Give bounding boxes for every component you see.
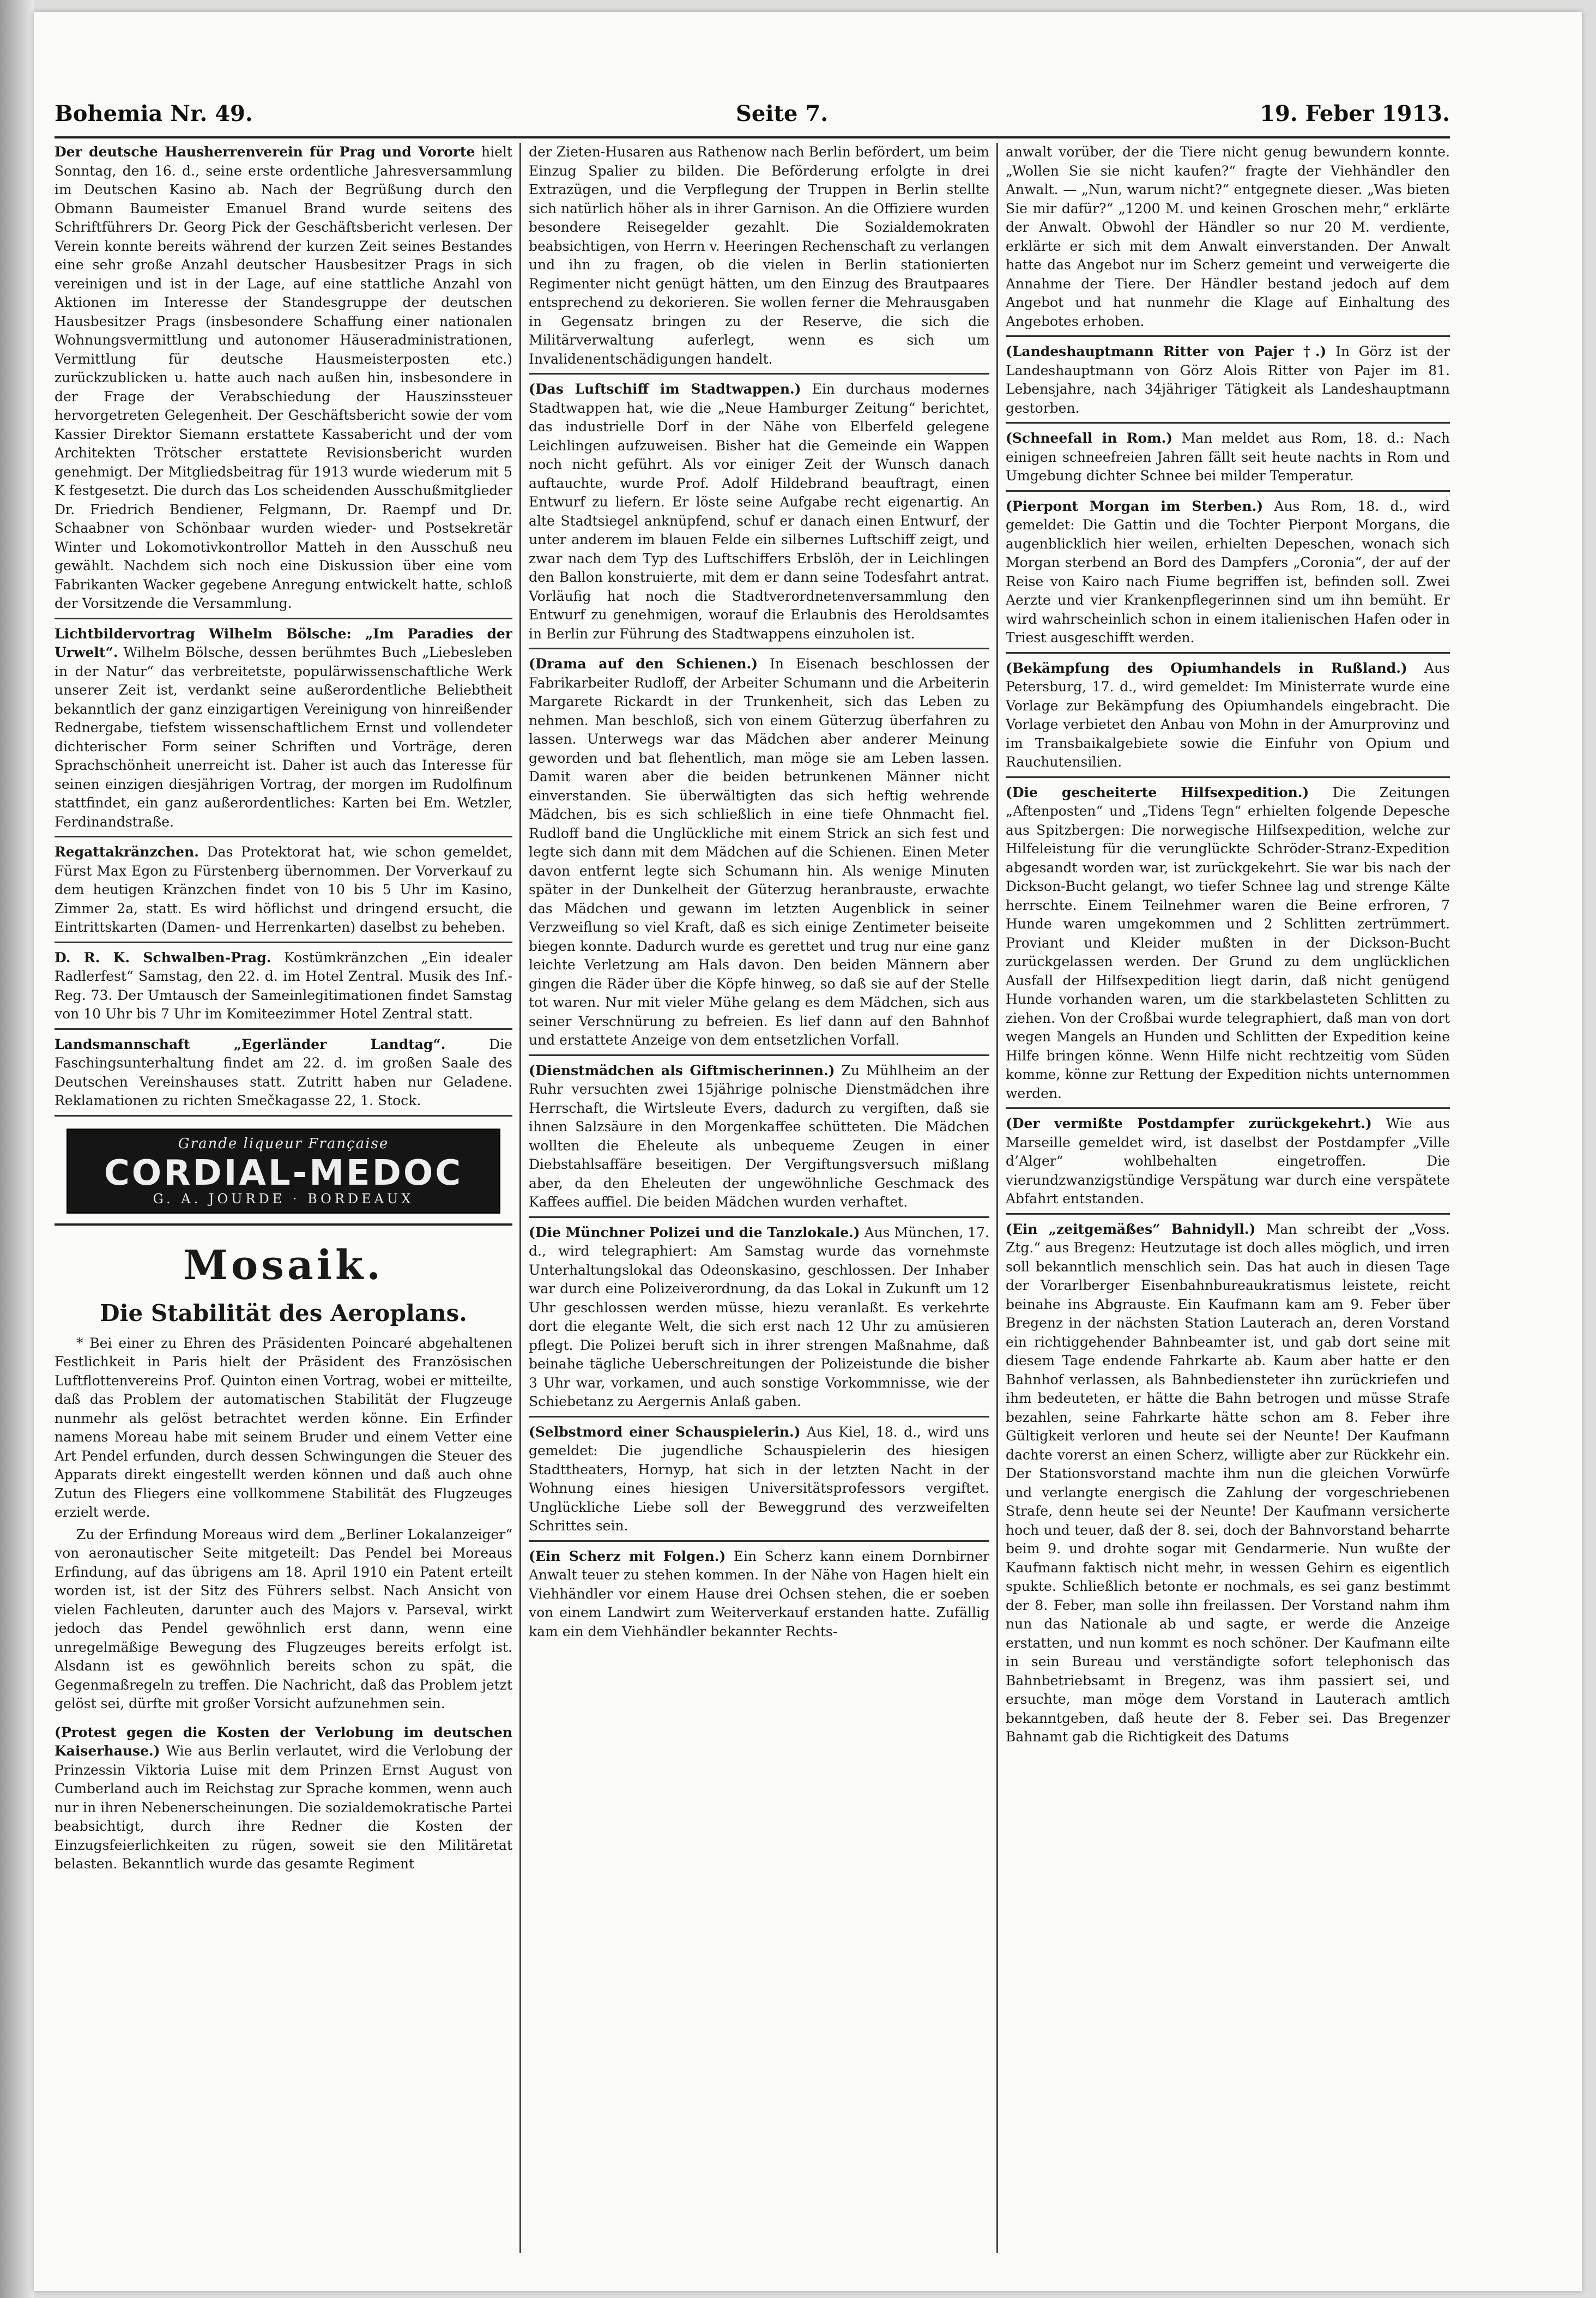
article-headline: (Ein Scherz mit Folgen.) [529, 1548, 726, 1564]
article-separator [529, 1416, 989, 1418]
article-separator [55, 1028, 512, 1030]
ad-tagline: Grande liqueur Française [178, 1135, 389, 1152]
column-1 [55, 143, 512, 2258]
article [55, 949, 512, 1024]
article-body: Ein durchaus modernes Stadtwappen hat, wie die „Neue Hamburger Zeitung“ berichtet, das industrielle Dorf in der Nähe von Elberfeld gelegene Leichlingen aufzuweisen. Bisher hat die Gemeinde ein Wappen noch nicht geführt. Als vor einiger Zeit der Wunsch danach auftauchte, wurde Prof. Adolf Hildebrand beauftragt, einen Entwurf zu liefern. Er löste seine Aufgabe recht eigenartig. An alte Stadtsiegel anknüpfend, schuf er danach einen Entwurf, der unter anderem im blauen Felde ein silbernes Luftschiff zeigt, und zwar nach dem Typ des Luftschiffers Erbslöh, der in Leichlingen den Ballon konstruierte, mit dem er dann seine Todesfahrt antrat. Vorläufig hat noch die Stadtverordnetenversammlung den Entwurf zu genehmigen, worauf die Erlaubnis des Heroldsamtes in Berlin zur Führung des Stadtwappens einzuholen ist. [529, 381, 989, 642]
article-headline: Lichtbildervortrag Wilhelm Bölsche: „Im Paradies der Urwelt“. [55, 625, 512, 660]
article [1006, 497, 1450, 648]
article-headline: Landsmannschaft „Egerländer Landtag“. [55, 1036, 446, 1052]
article-body: anwalt vorüber, der die Tiere nicht genug bewundern konnte. „Wollen Sie sie nicht kaufen?“ fragte der Viehhändler den Anwalt. — „Nun, warum nicht?“ entgegnete dieser. „Was bieten Sie mir dafür?“ „1200 M. und keinen Groschen mehr,“ erklärte der Anwalt. Obwohl der Händler so nur 20 M. verdiente, erklärte er sich mit dem Anwalt einverstanden. Der Anwalt hatte das Angebot nur im Scherz gemeint und verweigerte die Annahme der Tiere. Der Händler bestand jedoch auf dem Angebot und hat nunmehr die Klage auf Einhaltung des Angebotes erhoben. [1006, 144, 1450, 329]
article [529, 1223, 989, 1412]
article-body: Aus München, 17. d., wird telegraphiert: Am Samstag wurde das vornehmste Unterhaltungslokal das Odeonskasino, geschlossen. Der Inhaber war durch eine Polizeiverordnung, da das Lokal in Zukunft um 12 Uhr geschlossen werden müsse, hiezu veranlaßt. Es verkehrte dort die elegante Welt, die sich erst nach 12 Uhr zu amüsieren pflegt. Die Polizei beruft sich in ihrer strengen Maßnahme, daß beinahe tägliche Ueberschreitungen der Polizeistunde die bisher 3 Uhr war, vorkamen, und auch sonstige Vorkommnisse, wie der Schiebetanz zu Aergernis Anlaß gaben. [529, 1224, 989, 1409]
article-separator [1006, 490, 1450, 492]
article [529, 1547, 989, 1642]
article-headline: (Der vermißte Postdampfer zurückgekehrt.) [1006, 1115, 1372, 1131]
article-body: der Zieten-Husaren aus Rathenow nach Berlin befördert, um beim Einzug Spalier zu bilden. Die Beförderung erfolgte in drei Extrazügen, und die Verpflegung der Truppen in Berlin stellte sich natürlich höher als in ihrer Garnison. An die Offiziere wurden besondere Reisegelder gezahlt. Die Sozialdemokraten beabsichtigen, von Herrn v. Heeringen Rechenschaft zu verlangen und ihn zu fragen, ob die vielen in Berlin stationierten Regimenter nicht genügt hätten, um den Einzug des Brautpaares entsprechend zu dekorieren. Sie wollen ferner die Mehrausgaben in Gegensatz bringen zu der Reserve, die sich die Militärverwaltung auferlegt, wenn es sich um Invalidenentschädigungen handelt. [529, 144, 989, 367]
header-rule [55, 136, 1450, 138]
article-body: Wie aus Berlin verlautet, wird die Verlobung der Prinzessin Viktoria Luise mit dem Prinzen Ernst August von Cumberland auch im Reichstag zur Sprache kommen, wenn auch nur in ihren Nebenerscheinungen. Die sozialdemokratische Partei beabsichtigt, durch ihre Redner die Kosten der Einzugsfeierlichkeiten zu rügen, soweit sie den Militäretat belasten. Bekanntlich wurde das gesamte Regiment [55, 1743, 512, 1872]
article-body: In Görz ist der Landeshauptmann von Görz Alois Ritter von Pajer im 81. Lebensjahre, nach 34jähriger Tätigkeit als Landeshauptmann gestorben. [1006, 343, 1450, 416]
article [55, 143, 512, 613]
section-rule [55, 1223, 512, 1226]
article-body: Wie aus Marseille gemeldet wird, ist daselbst der Postdampfer „Ville d’Alger“ wohlbehalten eingetroffen. Die vierundzwanzigstündige Verspätung war durch eine verspätete Abfahrt entstanden. [1006, 1115, 1450, 1207]
article [1006, 659, 1450, 772]
cordial-medoc-advertisement [66, 1129, 500, 1214]
article-headline: D. R. K. Schwalben-Prag. [55, 949, 271, 966]
article-separator [1006, 335, 1450, 337]
article-headline: (Die gescheiterte Hilfsexpedition.) [1006, 784, 1309, 800]
column-1-articles [55, 143, 512, 1111]
ad-brand: CORDIAL-MEDOC [104, 1153, 463, 1193]
article-body: Man schreibt der „Voss. Ztg.“ aus Bregenz: Heutzutage ist doch alles möglich, und irren soll bekanntlich menschlich sein. Das hat auch in diesen Tage der Vorarlberger Eisenbahnbureaukratismus leistete, reicht beinahe ins Abgrauste. Ein Kaufmann kam am 9. Feber über Bregenz in der nächsten Station Lauterach an, deren Vorstand ein richtiggehender Bahnbeamter ist, und gab dort seine mit diesem Tage endende Fahrkarte ab. Kaum aber hatte er den Bahnhof verlassen, als Bahnbediensteter ihn zurückriefen und ihm bedeuteten, er hätte die Bahn betrogen und müsse Strafe bezahlen, seine Fahrkarte hätte schon am 8. Feber ihre Gültigkeit verloren und heute sei der Neunte! Der Kaufmann dachte vorerst an einen Scherz, willigte aber zur Rückkehr ein. Der Stationsvorstand machte ihm nun die gleichen Vorwürfe und verlangte energisch die Zahlung der vorgeschriebenen Strafe, denn heute sei der Neunte! Der Kaufmann versicherte hoch und teuer, daß der 8. sei, doch der Bahnvorstand beharrte beim 9. und drohte sogar mit Gendarmerie. Nun wußte der Kaufmann faktisch nicht mehr, in wessen Gehirn es eigentlich spukte. Schließlich betonte er nochmals, es sei ganz bestimmt der 8. Feber, man solle ihn freilassen. Der Vorstand nahm ihm nun das Nationale ab und sagte, er werde die Anzeige erstatten, und nun kommt es noch schöner. Der Kaufmann eilte in sein Bureau und verständigte sofort telephonisch das Bahnbetriebsamt in Bregenz, was ihm passiert sei, und ersuchte, man möge dem Vorstand in Lauterach amtlich bekanntgeben, daß heute der 8. Feber sei. Das Bregenzer Bahnamt gab die Richtigkeit des Datums [1006, 1221, 1450, 1745]
article-headline: Regattakränzchen. [55, 844, 199, 860]
ad-maker: G. A. JOURDE · BORDEAUX [153, 1191, 414, 1207]
article [529, 380, 989, 643]
article-body: Die Zeitungen „Aftenposten“ und „Tidens Tegn“ erhielten folgende Depesche aus Spitzbergen: Die norwegische Hilfsexpedition, welche zur Hilfeleistung für die verunglückte Schröder-Stranz-Expedition abgesandt worden war, ist zurückgekehrt. Sie war bis nach der Dickson-Bucht gelangt, wo tiefer Schnee lag und strenge Kälte herrschte. Einem Teilnehmer waren die Beine erfroren, 7 Hunde waren umgekommen und 2 Schlitten zertrümmert. Proviant und Kleider mußten in der Dickson-Bucht zurückgelassen werden. Der Grund zu dem unglücklichen Ausfall der Hilfsexpedition liegt darin, daß nicht genügend Hunde vorhanden waren, um die starkbelasteten Schlitten zu ziehen. Von der Croßbai wurde telegraphiert, daß man von dort wegen Mangels an Hunden und Schlitten der Expedition keine Hilfe bringen könne. Wenn Hilfe nicht rechtzeitig vom Süden komme, könne zur Rettung der Expedition nichts unternommen werden. [1006, 784, 1450, 1101]
article-paragraph: Zu der Erfindung Moreaus wird dem „Berliner Lokalanzeiger“ von aeronautischer Seite mitgeteilt: Das Pendel bei Moreaus Erfindung, auf das übrigens am 18. April 1910 ein Patent erteilt worden ist, ist der Sitz des Führers selbst. Nach Ansicht von vielen Fachleuten, darunter auch des Majors v. Parseval, wirkt jedoch das Pendel gewöhnlich erst dann, wenn eine unregelmäßige Bewegung des Flugzeuges bereits erfolgt ist. Alsdann ist es gewöhnlich bereits schon zu spät, die Gegenmaßregeln zu treffen. Die Nachricht, daß das Problem jetzt gelöst sei, dürfte mit großer Vorsicht aufzunehmen sein. [55, 1526, 512, 1711]
article-body: Aus Rom, 18. d., wird gemeldet: Die Gattin und die Tochter Pierpont Morgans, die augenblicklich hier weilen, erhielten Depeschen, wonach sich Morgan sterbend an Bord des Dampfers „Coronia“, der auf der Reise von Kairo nach Fiume begriffen ist, befinden soll. Zwei Aerzte und vier Krankenpflegerinnen sind um ihn bemüht. Er wird wahrscheinlich schon in einem italienischen Hafen oder in Triest ausgeschifft werden. [1006, 498, 1450, 646]
column-rule-1 [519, 143, 521, 2253]
article [1006, 783, 1450, 1103]
article-separator [1006, 422, 1450, 424]
page-edge-shadow [0, 0, 34, 2298]
section-title-mosaik: Mosaik. [183, 1241, 384, 1289]
article [1006, 1220, 1450, 1747]
article-body: Man meldet aus Rom, 18. d.: Nach einigen schneefreien Jahren fällt seit heute nachts in Rom und Umgebung dichter Schnee bei milder Temperatur. [1006, 430, 1450, 484]
article [529, 655, 989, 1050]
article-headline: (Protest gegen die Kosten der Verlobung im deutschen Kaiserhause.) [55, 1724, 512, 1759]
article-body: Das Protektorat hat, wie schon gemeldet, Fürst Max Egon zu Fürstenberg übernommen. Der Vorverkauf zu dem heutigen Kränzchen findet von 10 bis 5 Uhr im Kasino, Zimmer 2a, statt. Es wird höflichst und dringend ersucht, die Eintrittskarten (Damen- und Herrenkarten) daselbst zu beheben. [55, 844, 512, 935]
article-headline: (Die Münchner Polizei und die Tanzlokale.) [529, 1224, 860, 1240]
article-body: Aus Kiel, 18. d., wird uns gemeldet: Die jugendliche Schauspielerin des hiesigen Stadttheaters, Hornyp, hat sich in der letzten Nacht in der Wohnung eines hiesigen Universitätsprofessors vergiftet. Unglückliche Liebe soll der Beweggrund des verzweifelten Schrittes sein. [529, 1424, 989, 1534]
article-separator [529, 648, 989, 649]
ad-separator [55, 1115, 512, 1117]
article-title: Die Stabilität des Aeroplans. [100, 1299, 467, 1326]
article-body: Zu Mühlheim an der Ruhr versuchten zwei 15jährige polnische Dienstmädchen ihre Herrschaft, die Wirtsleute Evers, dadurch zu vergiften, daß sie ihnen Salzsäure in den Morgenkaffee schütteten. Die Mädchen wollten die Eheleute als unbequeme Zeugen in einer Diebstahlsaffäre beseitigen. Der Vergiftungsversuch mißlang aber, da den Eheleuten der ungewöhnliche Geschmack des Kaffees auffiel. Die beiden Mädchen wurden verhaftet. [529, 1062, 989, 1210]
article-separator [529, 1054, 989, 1056]
article [1006, 143, 1450, 331]
article-separator [529, 1540, 989, 1542]
article-body: Die Faschingsunterhaltung findet am 22. d. im großen Saale des Deutschen Vereinshauses statt. Zutritt haben nur Geladene. Reklamationen zu richten Smečkagasse 22, 1. Stock. [55, 1036, 512, 1108]
article-separator [1006, 652, 1450, 654]
article-headline: (Das Luftschiff im Stadtwappen.) [529, 381, 801, 397]
article-headline: (Schneefall in Rom.) [1006, 430, 1173, 446]
article-body: Aus Petersburg, 17. d., wird gemeldet: Im Ministerrate wurde eine Vorlage zur Bekämpfung des Opiumhandels eingebracht. Die Vorlage verbietet den Anbau von Mohn in der Amurprovinz und im Transbaikalgebiete sowie die Einfuhr von Opium und Rauchutensilien. [1006, 660, 1450, 770]
header-publication: Bohemia Nr. 49. [55, 101, 253, 126]
article [1006, 342, 1450, 418]
article-body: In Eisenach beschlossen der Fabrikarbeiter Rudloff, der Arbeiter Schumann und die Arbeiterin Margarete Rickardt in der Trunkenheit, sich das Leben zu nehmen. Man beschloß, sich von einem Güterzug überfahren zu lassen. Unterwegs war das Mädchen aber anderer Meinung geworden und bat flehentlich, man möge sie am Leben lassen. Damit waren aber die beiden betrunkenen Männer nicht einverstanden. Sie überwältigten das sich heftig wehrende Mädchen, bis es sich schließlich in eine tiefe Ohnmacht fiel. Rudloff band die Unglückliche mit einem Strick an sich fest und legte sich dann mit dem Mädchen auf die Schienen. Einen Meter davon entfernt legte sich Schumann hin. Als wenige Minuten später in der Dunkelheit der Güterzug heranbrauste, erwachte das Mädchen und gewann im letzten Augenblick in seiner Verzweiflung so viel Kraft, daß es sich einige Zentimeter beiseite biegen konnte. Dadurch wurde es gerettet und trug nur eine ganz leichte Verletzung am Hals davon. Den beiden Männern aber gingen die Räder über die Köpfe hinweg, so daß sie auf der Stelle tot waren. Nur mit vieler Mühe gelang es dem Mädchen, sich aus seiner Verschnürung zu befreien. Es lief dann auf den Bahnhof und erstattete Anzeige von dem entsetzlichen Vorfall. [529, 656, 989, 1048]
article-body: Ein Scherz kann einem Dornbirner Anwalt teuer zu stehen kommen. In der Nähe von Hagen hielt ein Viehhändler vor einem Hause drei Ochsen stehen, die er soeben von einem Landwirt zum Weiterverkauf erstanden hatte. Zufällig kam ein dem Viehhändler bekannter Rechts- [529, 1548, 989, 1639]
article-separator [529, 373, 989, 375]
article-separator [55, 836, 512, 837]
article-body: Kostümkränzchen „Ein idealer Radlerfest“ Samstag, den 22. d. im Hotel Zentral. Musik des Inf.-Reg. 73. Der Umtausch der Sameinlegitimationen findet Samstag von 10 Uhr bis 7 Uhr im Komiteezimmer Hotel Zentral statt. [55, 949, 512, 1022]
article-headline: (Dienstmädchen als Giftmischerinnen.) [529, 1062, 835, 1078]
article [529, 1061, 989, 1212]
article-separator [55, 942, 512, 943]
article-headline: (Selbstmord einer Schauspielerin.) [529, 1424, 801, 1440]
mosaik-article-body [55, 1334, 512, 1714]
article [1006, 429, 1450, 486]
page-header [55, 101, 1450, 139]
article-body: Wilhelm Bölsche, dessen berühmtes Buch „Liebesleben in der Natur“ das verbreitetste, populärwissenschaftliche Werk unserer Zeit ist, verdankt seine außerordentliche Beliebtheit bekanntlich der ganz einzigartigen Vereinigung von hinreißender Rednergabe, tiefstem wissenschaftlichem Ernst und vollendeter dichterischer Form seiner Schriften und Vorträge, deren Sprachschönheit unerreicht ist. Daher ist auch das Interesse für seinen einzigen diesjährigen Vortrag, der morgen im Rudolfinum stattfindet, ein ganz außerordentliches: Karten bei Em. Wetzler, Ferdinandstraße. [55, 644, 512, 830]
article-headline: (Landeshauptmann Ritter von Pajer †.) [1006, 343, 1327, 359]
article-headline: (Pierpont Morgan im Sterben.) [1006, 498, 1264, 514]
article-separator [1006, 1107, 1450, 1109]
column-rule-2 [996, 143, 998, 2253]
article-headline: (Bekämpfung des Opiumhandels in Rußland.) [1006, 660, 1407, 676]
article [529, 1423, 989, 1536]
article-body: hielt Sonntag, den 16. d., seine erste ordentliche Jahresversammlung im Deutschen Kasino ab. Nach der Begrüßung durch den Obmann Baumeister Emanuel Brand wurde seitens des Schriftführers Dr. Georg Pick der Geschäftsbericht verlesen. Der Verein konnte bereits während der kurzen Zeit seines Bestandes eine sehr große Anzahl deutscher Hausbesitzer Prags in sich vereinigen und ist in der Lage, auf eine stattliche Anzahl von Aktionen im Interesse der Standesgruppe der deutschen Hausbesitzer Prags (insbesondere Schaffung einer nationalen Wohnungsvermittlung und autonomer Häuseradministrationen, Vermittlung für deutsche Hausmeisterposten etc.) zurückzublicken u. hatte auch nach außen hin, insbesondere in der Frage der Verabschiedung der Hauszinssteuer hervorgetreten Gelegenheit. Der Geschäftsbericht sowie der vom Kassier Direktor Siemann erstattete Kassabericht und der vom Architekten Trötscher erstattete Revisionsbericht wurden genehmigt. Der Mitgliedsbeitrag für 1913 wurde wiederum mit 5 K festgesetzt. Die durch das Los scheidenden Ausschußmitglieder Dr. Friedrich Bendiener, Felgmann, Dr. Raempf und Dr. Schaabner von Schönbaar wurden wieder- und Postsekretär Winter und Lokomotivkontrollor Matteh in den Ausschuß neu gewählt. Nachdem sich noch eine Diskussion über eine vom Fabrikanten Wacker gegebene Anregung entwickelt hatte, schloß der Vorsitzende die Versammlung. [55, 144, 512, 611]
article-separator [1006, 1213, 1450, 1215]
article-separator [55, 618, 512, 619]
column-2 [529, 143, 989, 2258]
article [529, 143, 989, 369]
article [55, 625, 512, 832]
article-headline: Der deutsche Hausherrenverein für Prag und Vororte [55, 144, 475, 160]
article-separator [1006, 776, 1450, 778]
article [55, 1723, 512, 1874]
header-date: 19. Feber 1913. [1260, 101, 1450, 126]
article-paragraph: * Bei einer zu Ehren des Präsidenten Poincaré abgehaltenen Festlichkeit in Paris hielt der Präsident des Französischen Luftflottenvereins Prof. Quinton einen Vortrag, wobei er mitteilte, daß das Problem der automatischen Stabilität der Flugzeuge nunmehr als gelöst betrachtet werden könne. Ein Erfinder namens Moreau habe mit seinem Bruder und einem Vetter eine Art Pendel erfunden, durch dessen Schwingungen die Steuer des Apparats direkt eingestellt werden können und daß auch ohne Zutun des Fliegers eine vollkommene Stabilität des Flugzeuges erzielt werde. [55, 1335, 512, 1520]
article [1006, 1114, 1450, 1209]
header-page-number: Seite 7. [736, 101, 829, 126]
article [55, 1035, 512, 1111]
article-headline: (Ein „zeitgemäßes“ Bahnidyll.) [1006, 1221, 1256, 1237]
article-headline: (Drama auf den Schienen.) [529, 656, 758, 672]
column-3 [1006, 143, 1450, 2258]
article-separator [529, 1216, 989, 1218]
article [55, 843, 512, 937]
